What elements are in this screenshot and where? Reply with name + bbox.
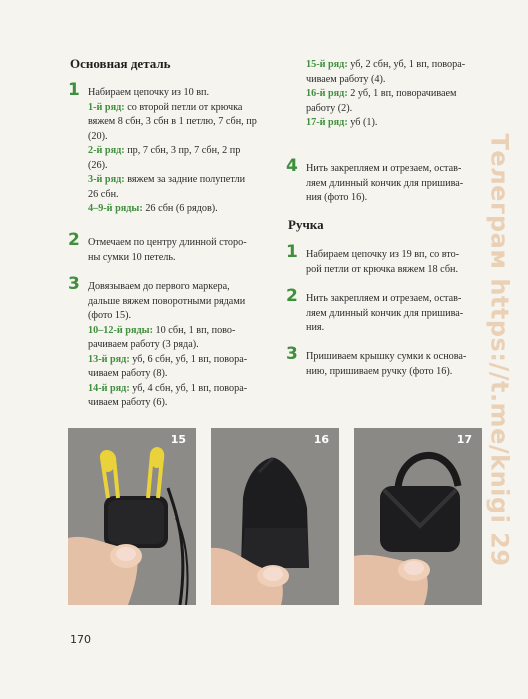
step-line: 2-й ряд: пр, 7 сбн, 3 пр, 7 сбн, 2 пр (88, 145, 241, 156)
watermark (480, 50, 520, 650)
step-text (306, 350, 486, 379)
step-line: чиваем работу (6). (88, 397, 168, 408)
instruction-step-2 (68, 230, 278, 265)
photo-number: 16 (313, 433, 329, 446)
step-number: 3 (286, 344, 298, 364)
step-text (306, 292, 486, 336)
step-line: Отмечаем по центру длинной сторо- (88, 237, 247, 248)
step-line: 1-й ряд: со второй петли от крючка (88, 101, 243, 113)
step-number: 4 (286, 156, 298, 176)
photo-17-image (354, 428, 482, 605)
step-line: рачиваем работу (3 ряда). (88, 339, 199, 350)
step-text (88, 236, 278, 265)
step-line: Набираем цепочку из 19 вп, со вто- (306, 249, 460, 260)
step-line: 10–12-й ряды: 10 сбн, 1 вп, пово- (88, 324, 236, 336)
step-line: 17-й ряд: уб (1). (306, 117, 378, 128)
photo-16-image (211, 428, 339, 605)
step-line: ны сумки 10 петель. (88, 251, 176, 263)
photo-16 (211, 428, 339, 605)
photo-15-image (68, 428, 196, 605)
step-text (306, 248, 486, 277)
step-line: (20). (88, 130, 108, 142)
step-line: дальше вяжем поворотными рядами (88, 295, 246, 307)
step-number: 1 (68, 80, 80, 100)
step-line: 4–9-й ряды: 26 сбн (6 рядов). (88, 203, 218, 214)
step-number: 1 (286, 242, 298, 262)
instruction-step-3 (68, 274, 278, 411)
handle-step-1 (286, 242, 486, 277)
step-text (306, 162, 486, 206)
photo-number: 17 (456, 433, 472, 446)
step-line: 26 сбн. (88, 188, 119, 200)
step-line: 3-й ряд: вяжем за задние полупетли (88, 174, 246, 185)
step-line: ляем длинный кончик для пришива- (306, 307, 464, 319)
step-line: чиваем работу (8). (88, 368, 168, 379)
step-line: (фото 15). (88, 310, 132, 321)
step-line: 16-й ряд: 2 уб, 1 вп, поворачиваем (306, 88, 457, 99)
step-text (306, 58, 486, 131)
section-heading-main-part: Основная деталь (70, 56, 171, 71)
section-heading-handle: Ручка (288, 217, 324, 232)
watermark-text: Телеграм https://t.me/knigi 29 (486, 133, 514, 567)
step-line: рой петли от крючка вяжем 18 сбн. (306, 263, 458, 275)
step-line: 15-й ряд: уб, 2 сбн, уб, 1 вп, повора- (306, 59, 466, 70)
step-line: Пришиваем крышку сумки к основа- (306, 351, 467, 362)
step-text (88, 86, 278, 217)
photo-number: 15 (170, 433, 186, 446)
step-line: вяжем 8 сбн, 3 сбн в 1 петлю, 7 сбн, пр (88, 116, 257, 127)
instruction-continuation (286, 58, 486, 131)
instruction-step-4 (286, 156, 486, 206)
step-number: 2 (68, 230, 80, 250)
step-text (88, 280, 278, 411)
handle-step-2 (286, 286, 486, 336)
handle-step-3 (286, 344, 486, 379)
step-line: ния. (306, 322, 325, 333)
photo-15 (68, 428, 196, 605)
step-number: 3 (68, 274, 80, 294)
step-line: (26). (88, 159, 108, 171)
step-line: Нить закрепляем и отрезаем, остав- (306, 293, 462, 304)
photo-17 (354, 428, 482, 605)
instruction-step-1 (68, 80, 278, 217)
page-number: 170 (70, 633, 91, 646)
step-line: ния (фото 16). (306, 192, 368, 203)
step-line: Набираем цепочку из 10 вп. (88, 87, 210, 98)
step-number: 2 (286, 286, 298, 306)
step-line: ляем длинный кончик для пришива- (306, 177, 464, 189)
step-line: работу (2). (306, 102, 353, 114)
step-line: чиваем работу (4). (306, 73, 386, 85)
step-line: нию, пришиваем ручку (фото 16). (306, 365, 453, 377)
step-line: 13-й ряд: уб, 6 сбн, уб, 1 вп, повора- (88, 353, 248, 365)
step-line: Нить закрепляем и отрезаем, остав- (306, 163, 462, 174)
step-line: Довязываем до первого маркера, (88, 281, 230, 292)
step-line: 14-й ряд: уб, 4 сбн, уб, 1 вп, повора- (88, 382, 248, 394)
